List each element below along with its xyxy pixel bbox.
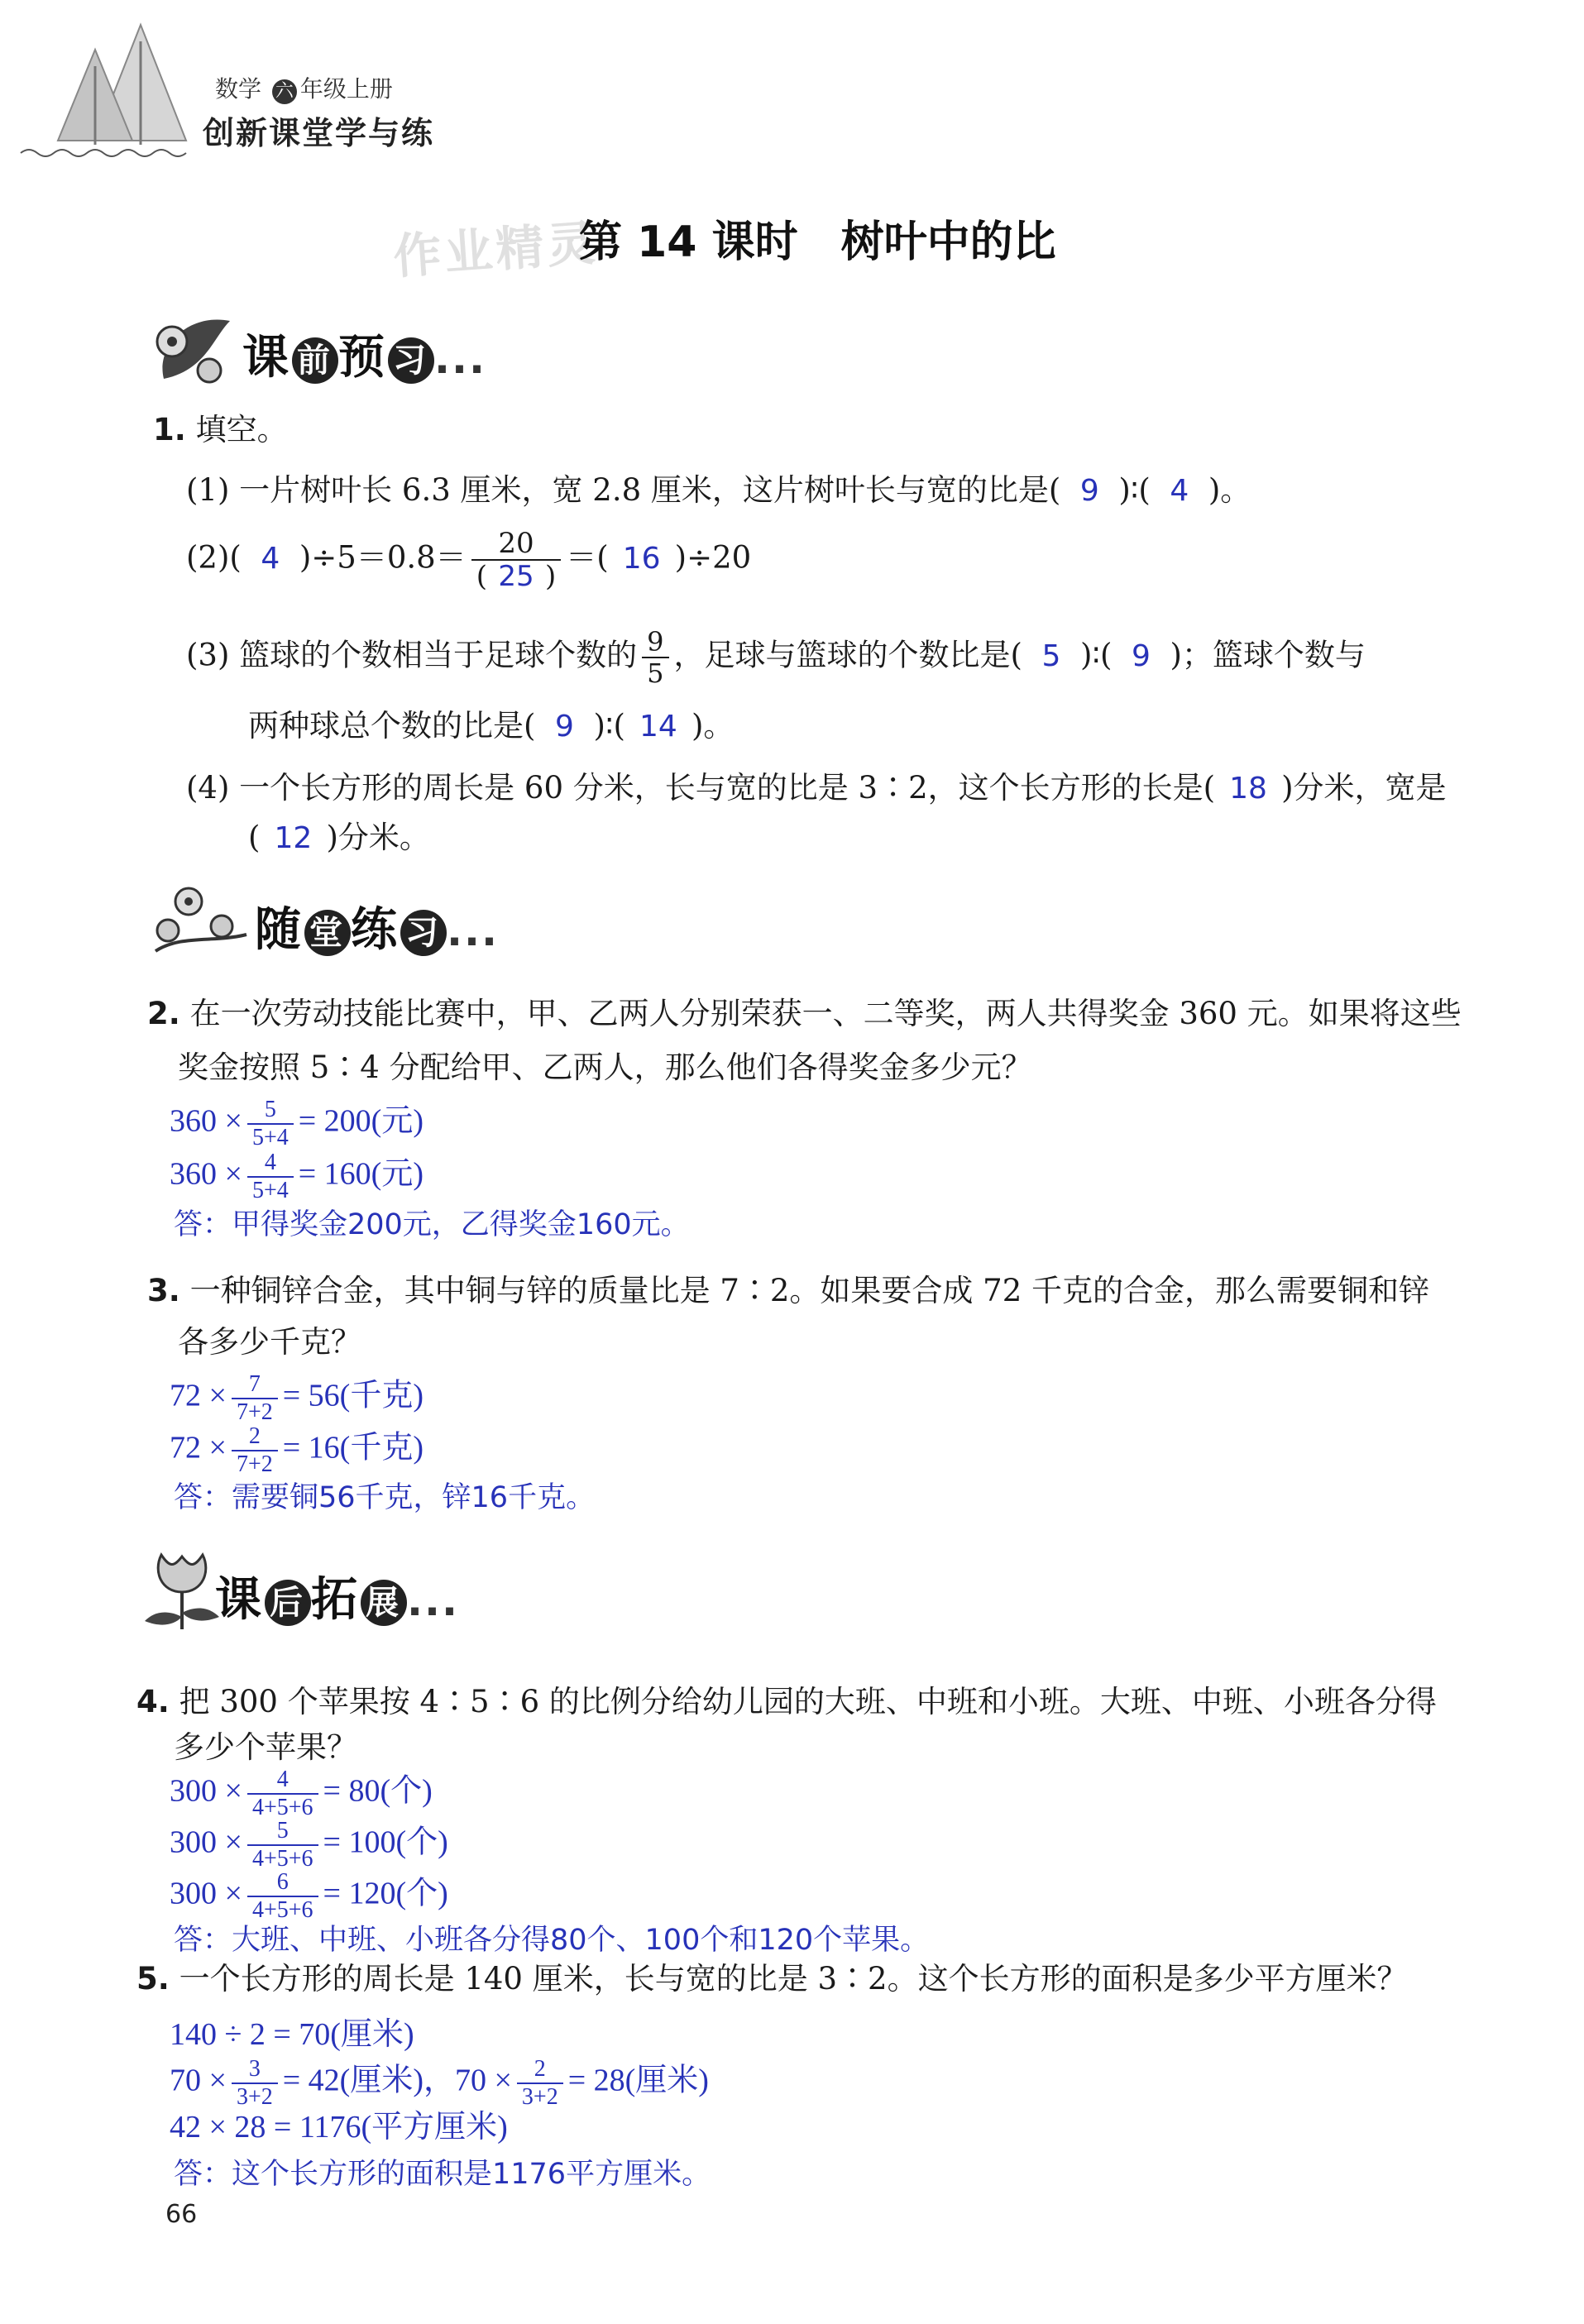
section-header-class (147, 877, 561, 968)
answer-blank: 18 (1229, 772, 1267, 806)
fraction-numerator: 5 (264, 1097, 276, 1122)
section-char-bubble: 前 (292, 337, 338, 384)
header-logo (17, 17, 480, 165)
question-number: 1. (153, 412, 186, 447)
solution-text: 72 × (170, 1430, 227, 1466)
question-text: )∶( (593, 708, 625, 744)
section-char: 课 (242, 331, 292, 385)
fraction-numerator: 4 (264, 1150, 276, 1175)
section-header-pre (147, 304, 561, 395)
solution-text: = 42(厘米)，70 × (282, 2063, 512, 2098)
q4-stem (136, 1683, 1437, 1721)
question-text: 把 300 个苹果按 4∶5∶6 的比例分给幼儿园的大班、中班和小班。大班、中班、小班各分得 (179, 1684, 1437, 1719)
fraction-numerator: 7 (248, 1371, 261, 1397)
q4-solution-2 (170, 1820, 448, 1871)
fraction (247, 1871, 318, 1922)
fraction-numerator: 3 (248, 2056, 261, 2082)
header-book-title: 创新课堂学与练 (203, 115, 435, 151)
fraction-numerator: 2 (534, 2056, 546, 2082)
fraction-denominator: 7+2 (232, 1398, 278, 1424)
question-number: 5. (136, 1961, 170, 1996)
section-char: 课 (215, 1573, 265, 1627)
question-text: ( (248, 820, 261, 855)
q2-solution-2 (170, 1151, 424, 1203)
q5-stem (136, 1960, 1408, 1998)
question-text: 一种铜锌合金，其中铜与锌的质量比是 7∶2。如果要合成 72 千克的合金，那么需要铜和锌 (189, 1273, 1430, 1308)
fraction-denominator: 4+5+6 (247, 1896, 318, 1922)
q5-solution-2 (170, 2058, 709, 2109)
fraction-denominator: 5 (642, 657, 668, 686)
question-text: 两种球总个数的比是( (248, 708, 536, 744)
question-text: 各多少千克？ (178, 1324, 361, 1360)
answer-blank: 5 (1041, 638, 1061, 673)
answer-blank: 9 (1132, 638, 1151, 673)
fraction-denominator: 5+4 (247, 1123, 294, 1150)
section-char-bubble: 展 (361, 1580, 407, 1626)
answer-blank: 4 (1170, 474, 1189, 508)
question-text: 多少个苹果？ (174, 1729, 357, 1765)
fraction-denominator: 7+2 (232, 1450, 278, 1476)
section-char-bubble: 后 (265, 1580, 311, 1626)
fraction (247, 1768, 318, 1820)
q2-stem-line2 (178, 1049, 1032, 1087)
section-char-bubble: 习 (388, 337, 434, 384)
section-char-bubble: 习 (400, 910, 447, 956)
solution-text: 360 × (170, 1103, 242, 1139)
section-char: 预 (338, 331, 388, 385)
answer-blank: 16 (622, 541, 661, 576)
section-header-after (136, 1538, 550, 1638)
question-text: 填空。 (195, 412, 288, 447)
q1-part3 (186, 626, 1366, 689)
question-number: 4. (136, 1684, 170, 1719)
section-char: 拓 (311, 1573, 361, 1627)
solution-text: = 120(个) (323, 1876, 448, 1911)
header-subject: 数学 (215, 75, 262, 103)
paren: ( (476, 560, 487, 593)
section-dots: ... (434, 335, 486, 383)
solution-text: = 16(千克) (282, 1430, 424, 1466)
fraction-denominator: 4+5+6 (247, 1793, 318, 1820)
question-text: )÷5＝0.8＝ (299, 539, 467, 576)
header-grade: 年级上册 (299, 75, 393, 103)
question-text: )分米，宽是 (1281, 770, 1447, 806)
solution-text: 72 × (170, 1378, 227, 1413)
solution-text: = 28(厘米) (567, 2063, 709, 2098)
solution-text: 300 × (170, 1876, 242, 1911)
watermark: 作业精灵 (391, 214, 601, 285)
q3-stem (147, 1272, 1429, 1310)
section-char-bubble: 堂 (304, 910, 351, 956)
fraction (232, 1425, 278, 1476)
fraction-denominator: 3+2 (232, 2083, 278, 2109)
q5-solution-1: 140 ÷ 2 = 70(厘米) (170, 2017, 414, 2052)
question-text: (4) 一个长方形的周长是 60 分米，长与宽的比是 3∶2，这个长方形的长是( (186, 770, 1216, 806)
flower-icon (147, 304, 246, 395)
section-dots: ... (447, 907, 499, 955)
fraction-numerator: 4 (276, 1767, 289, 1792)
blossom-icon (147, 877, 255, 959)
solution-text: = 160(元) (298, 1156, 424, 1192)
q3-solution-1 (170, 1373, 424, 1424)
question-text: 一个长方形的周长是 140 厘米，长与宽的比是 3∶2。这个长方形的面积是多少平方厘米？ (179, 1961, 1408, 1996)
question-text: )。 (1208, 472, 1251, 508)
q3-solution-2 (170, 1425, 424, 1476)
fraction (247, 1098, 294, 1150)
q5-answer: 答：这个长方形的面积是1176平方厘米。 (174, 2158, 711, 2191)
answer-blank: 14 (639, 710, 677, 744)
fraction (247, 1151, 294, 1203)
fraction-numerator: 2 (248, 1423, 261, 1449)
q5-solution-3: 42 × 28 = 1176(平方厘米) (170, 2110, 508, 2145)
question-text: )÷20 (674, 539, 752, 576)
grade-badge: 六 (272, 79, 297, 104)
question-text: )；篮球个数与 (1170, 637, 1366, 673)
q3-answer: 答：需要铜56千克，锌16千克。 (174, 1481, 596, 1514)
q2-solution-1 (170, 1098, 424, 1150)
q1-part4 (186, 769, 1447, 807)
answer-blank: 4 (261, 541, 280, 576)
fraction (232, 1373, 278, 1424)
solution-text: 360 × (170, 1156, 242, 1192)
solution-text: 300 × (170, 1824, 242, 1860)
solution-text: = 200(元) (298, 1103, 424, 1139)
fraction-denominator: 5+4 (247, 1176, 294, 1203)
solution-text: 300 × (170, 1773, 242, 1809)
section-char: 练 (351, 903, 400, 957)
solution-text: = 56(千克) (282, 1378, 424, 1413)
q4-stem-line2 (174, 1729, 357, 1767)
lesson-title: 第 14 课时 树叶中的比 (579, 218, 1056, 267)
question-text: 奖金按照 5∶4 分配给甲、乙两人，那么他们各得奖金多少元？ (178, 1050, 1032, 1085)
tulip-icon (136, 1538, 227, 1633)
question-text: ，足球与篮球的个数比是( (673, 637, 1022, 673)
q1-part4-line2 (248, 819, 430, 857)
fraction (471, 529, 562, 591)
question-number: 3. (147, 1273, 180, 1308)
tree-icon (17, 17, 199, 157)
q1-part1 (186, 471, 1251, 509)
question-number: 2. (147, 996, 180, 1031)
answer-blank: 9 (554, 710, 574, 744)
q2-stem (147, 995, 1462, 1033)
solution-text: = 100(个) (323, 1824, 448, 1860)
question-text: )∶( (1079, 637, 1113, 673)
q1-stem (153, 411, 288, 449)
fraction (517, 2058, 563, 2109)
q1-part3-line2 (248, 707, 734, 745)
fraction (642, 626, 668, 689)
fraction-numerator: 6 (276, 1869, 289, 1895)
section-char: 随 (255, 903, 304, 957)
q4-answer: 答：大班、中班、小班各分得80个、100个和120个苹果。 (174, 1924, 930, 1957)
solution-text: 70 × (170, 2063, 227, 2098)
fraction-denominator (471, 559, 562, 591)
q4-solution-3 (170, 1871, 448, 1922)
fraction-numerator: 20 (498, 527, 534, 560)
paren: ) (544, 560, 557, 593)
q4-solution-1 (170, 1768, 433, 1820)
question-text: )∶( (1118, 472, 1151, 508)
solution-text: = 80(个) (323, 1773, 433, 1809)
section-dots: ... (407, 1577, 459, 1625)
fraction-numerator: 9 (647, 626, 664, 658)
question-text: (1) 一片树叶长 6.3 厘米，宽 2.8 厘米，这片树叶长与宽的比是( (186, 472, 1061, 508)
fraction-denominator: 4+5+6 (247, 1844, 318, 1871)
question-text: 在一次劳动技能比赛中，甲、乙两人分别荣获一、二等奖，两人共得奖金 360 元。如果将这些 (189, 996, 1462, 1031)
question-text: ＝( (566, 539, 609, 576)
answer-blank: 25 (498, 560, 534, 593)
fraction (247, 1820, 318, 1871)
answer-blank: 12 (274, 821, 313, 855)
fraction (232, 2058, 278, 2109)
q1-part2 (186, 529, 751, 591)
q3-stem-line2 (178, 1323, 361, 1361)
page-number: 66 (165, 2200, 198, 2229)
question-text: (3) 篮球的个数相当于足球个数的 (186, 637, 638, 673)
question-text: )分米。 (326, 820, 430, 855)
answer-blank: 9 (1079, 474, 1099, 508)
fraction-denominator: 3+2 (517, 2083, 563, 2109)
question-text: (2)( (186, 539, 242, 576)
fraction-numerator: 5 (276, 1818, 289, 1843)
q2-answer: 答：甲得奖金200元，乙得奖金160元。 (174, 1208, 690, 1241)
question-text: )。 (691, 708, 735, 744)
